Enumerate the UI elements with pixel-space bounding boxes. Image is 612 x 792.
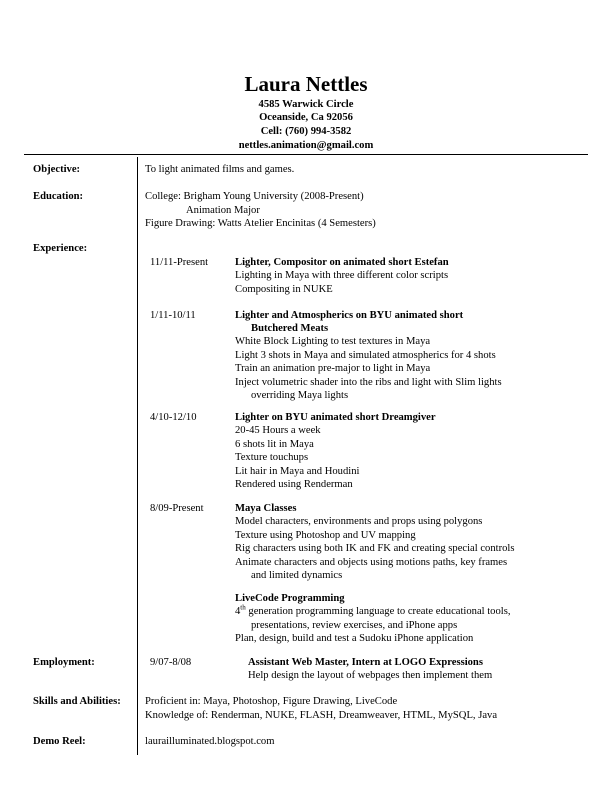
detail-line: Lighting in Maya with three different color scripts (235, 270, 449, 281)
detail-line: 20-45 Hours a week (235, 425, 321, 436)
cell-phone: Cell: (760) 994-3582 (260, 126, 352, 137)
detail-line: 6 shots lit in Maya (235, 438, 314, 450)
objective-label: Objective: (33, 164, 81, 175)
employment-label: Employment: (33, 657, 95, 668)
experience-details (235, 515, 514, 583)
detail-line: Rendered using Renderman (235, 479, 353, 490)
detail-line: Inject volumetric shader into the ribs and light with Slim lights (235, 376, 502, 388)
detail-line: Animate characters and objects using motions paths, key frames (235, 556, 508, 568)
education-figure-drawing: Figure Drawing: Watts Atelier Encinitas (4 Semesters) (145, 218, 376, 229)
detail-line: Texture using Photoshop and UV mapping (235, 529, 416, 541)
detail-line (235, 605, 511, 619)
detail-line-rest: generation programming language to create educational tools, (245, 606, 511, 617)
detail-line: Plan, design, build and test a Sudoku iPhone application (235, 633, 474, 644)
experience-date: 8/09-Present (150, 503, 204, 514)
experience-title: Lighter, Compositor on animated short Estefan (235, 257, 449, 268)
experience-details (235, 269, 448, 296)
experience-date: 4/10-12/10 (150, 412, 197, 423)
resume-name: Laura Nettles (244, 72, 368, 96)
detail-line: presentations, review exercises, and iPhone apps (251, 619, 458, 631)
detail-line: and limited dynamics (251, 570, 343, 581)
experience-details (235, 424, 359, 492)
detail-line: White Block Lighting to test textures in Maya (235, 336, 431, 347)
experience-title: LiveCode Programming (235, 593, 345, 604)
experience-date: 11/11-Present (150, 257, 209, 268)
skills-knowledge: Knowledge of: Renderman, NUKE, FLASH, Dreamweaver, HTML, MySQL, Java (145, 710, 498, 721)
objective-text: To light animated films and games. (145, 164, 295, 175)
skills-label: Skills and Abilities: (33, 696, 121, 707)
detail-line: Light 3 shots in Maya and simulated atmospherics for 4 shots (235, 349, 496, 361)
skills-proficient: Proficient in: Maya, Photoshop, Figure Drawing, LiveCode (145, 696, 398, 707)
education-major: Animation Major (186, 205, 260, 216)
detail-line: Compositing in NUKE (235, 283, 333, 295)
demo-reel-label: Demo Reel: (33, 736, 86, 747)
experience-title: Maya Classes (235, 503, 297, 514)
ordinal-suffix: th (240, 603, 246, 612)
header-divider (24, 154, 588, 155)
address-line-2: Oceanside, Ca 92056 (259, 112, 353, 123)
experience-title: Lighter and Atmospherics on BYU animated short (235, 310, 464, 321)
employment-title: Assistant Web Master, Intern at LOGO Expressions (248, 657, 483, 668)
experience-title-continued: Butchered Meats (251, 323, 329, 334)
education-college: College: Brigham Young University (2008-Present) (145, 191, 364, 202)
experience-details (235, 605, 511, 646)
detail-line: overriding Maya lights (251, 390, 349, 401)
employment-date: 9/07-8/08 (150, 657, 192, 668)
experience-label: Experience: (33, 243, 88, 254)
ordinal-number: 4 (235, 606, 241, 617)
detail-line: Texture touchups (235, 452, 309, 463)
detail-line: Model characters, environments and props using polygons (235, 516, 483, 527)
email-address: nettles.animation@gmail.com (238, 140, 374, 151)
demo-reel-link[interactable]: laurailluminated.blogspot.com (145, 736, 275, 747)
experience-title: Lighter on BYU animated short Dreamgiver (235, 412, 436, 423)
detail-line: Rig characters using both IK and FK and creating special controls (235, 543, 515, 554)
address-line-1: 4585 Warwick Circle (258, 99, 354, 110)
experience-details (235, 335, 502, 403)
detail-line: Train an animation pre-major to light in Maya (235, 363, 431, 374)
experience-date: 1/11-10/11 (150, 310, 196, 321)
education-label: Education: (33, 191, 84, 202)
employment-detail: Help design the layout of webpages then implement them (248, 670, 493, 681)
section-column-divider (137, 157, 138, 755)
detail-line: Lit hair in Maya and Houdini (235, 465, 360, 477)
